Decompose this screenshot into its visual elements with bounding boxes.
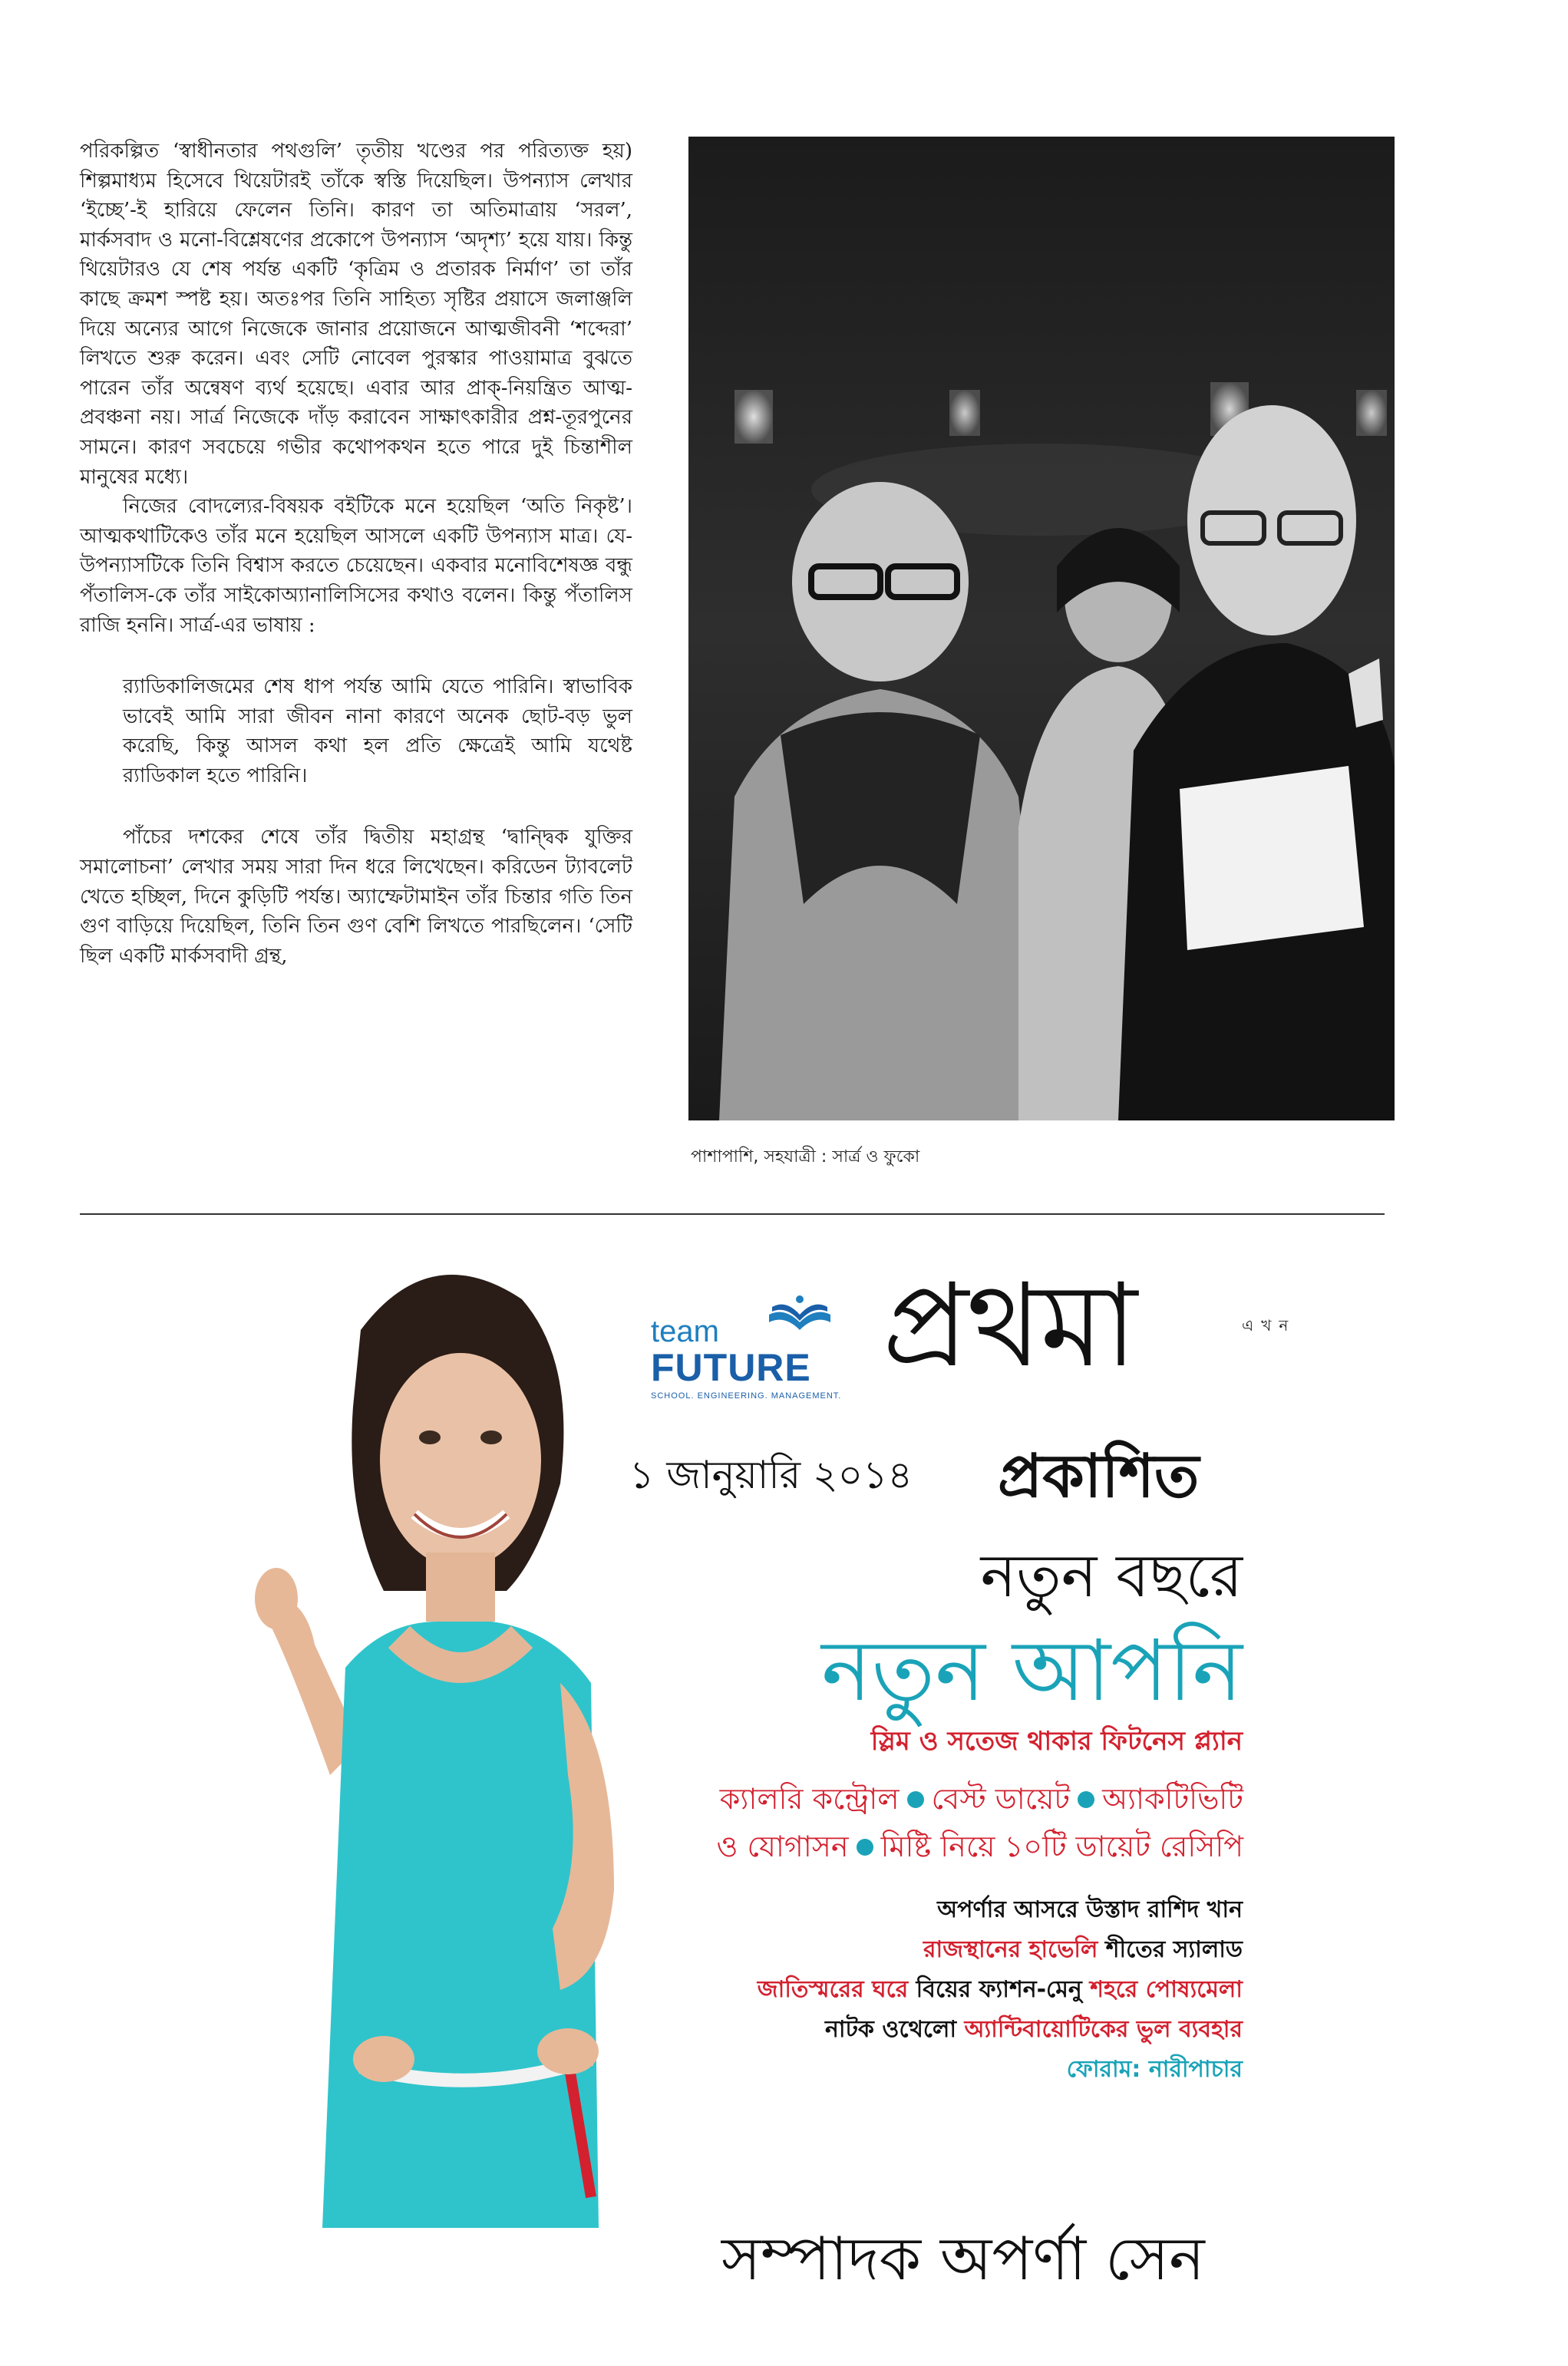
contents-line (758, 2010, 1243, 2050)
feature-item: বেস্ট ডায়েট (931, 1782, 1071, 1816)
article-paragraph: পরিকল্পিত ‘স্বাধীনতার পথগুলি’ তৃতীয় খণ্ডের পর পরিত্যক্ত হয়) শিল্পমাধ্যম হিসেবে থিয়েটারই তাঁকে স্বস্তি দিয়েছিল। উপন্যাস লেখার ‘ইচ্ছে’-ই হারিয়ে ফেলেন তিনি। কারণ তা অতিমাত্রায় ‘সরল’, মার্কসবাদ ও মনো-বিশ্লেষণের প্রকোপে উপন্যাস ‘অদৃশ্য’ হয়ে যায়। কিন্তু থিয়েটারও যে শেষ পর্যন্ত একটি ‘কৃত্রিম ও প্রতারক নির্মাণ’ তা তাঁর কাছে ক্রমশ স্পষ্ট হয়। অতঃপর তিনি সাহিত্য সৃষ্টির প্রয়াসে জলাঞ্জলি দিয়ে অন্যের আগে নিজেকে জানার প্রয়োজনে আত্মজীবনী ‘শব্দেরা’ লিখতে শুরু করেন। এবং সেটি নোবেল পুরস্কার পাওয়ামাত্র বুঝতে পারেন তাঁর অন্বেষণ ব্যর্থ হয়েছে। এবার আর প্রাক্‌-নিয়ন্ত্রিত আত্ম-প্রবঞ্চনা নয়। সার্ত্র নিজেকে দাঁড় করাবেন সাক্ষাৎকারীর প্রশ্ন-তূরপুনের সামনে। কারণ সবচেয়ে গভীর কথোপকথন হতে পারে দুই চিন্তাশীল মানুষের মধ্যে। (80, 140, 632, 489)
feature-line (675, 1823, 1243, 1870)
contents-line (758, 1890, 1243, 1930)
contents-text: শীতের স্যালাড (1098, 1936, 1243, 1963)
feature-item: মিষ্টি নিয়ে ১০টি ডায়েট রেসিপি (880, 1830, 1243, 1863)
contents-text: ফোরাম: নারীপাচার (1066, 2056, 1243, 2083)
article-paragraph: পাঁচের দশকের শেষে তাঁর দ্বিতীয় মহাগ্রন্থ ‘দ্বান্দ্বিক যুক্তির সমালোচনা’ লেখার সময় সারা দিন ধরে লিখেছেন। করিডেন ট্যাবলেট খেতে হচ্ছিল, দিনে কুড়িটি পর্যন্ত। অ্যাম্ফেটামাইন তাঁর চিন্তার গতি তিন গুণ বাড়িয়ে দিয়েছিল, তিনি তিন গুণ বেশি লিখতে পারছিলেন। ‘সেটি ছিল একটি মার্কসবাদী গ্রন্থ, (80, 826, 632, 968)
editor-credit: সম্পাদক অপর্ণা সেন (721, 2225, 1205, 2294)
headline-new-you: নতুন আপনি (821, 1622, 1243, 1720)
contents-line (758, 1930, 1243, 1970)
magazine-suffix: এখন (1242, 1316, 1296, 1335)
article-photo (688, 137, 1395, 1120)
contents-line (758, 2050, 1243, 2090)
contents-text: নাটক ওথেলো (824, 2016, 965, 2043)
article-column (80, 137, 632, 971)
magazine-advertisement (0, 1215, 1568, 2366)
bullet-icon (907, 1791, 924, 1808)
publication-date: ১ জানুয়ারি ২০১৪ (629, 1453, 913, 1497)
magazine-masthead (883, 1259, 1296, 1407)
contents-text: অপর্ণার আসরে উস্তাদ রাশিদ খান (937, 1896, 1243, 1923)
contents-text: বিয়ের ফ্যাশন-মেনু (908, 1976, 1091, 2003)
bullet-icon (857, 1839, 873, 1856)
feature-item: অ্যাকটিভিটি (1102, 1782, 1243, 1816)
photo-caption: পাশাপাশি, সহযাত্রী : সার্ত্র ও ফুকো (691, 1147, 920, 1167)
team-label: team (651, 1315, 719, 1348)
contents-text: শহরে পোষ্যমেলা (1090, 1976, 1243, 2003)
contents-text: অ্যান্টিবায়োটিকের ভুল ব্যবহার (964, 2016, 1243, 2043)
issue-contents (758, 1890, 1243, 2090)
future-subtitle: SCHOOL. ENGINEERING. MANAGEMENT. (651, 1391, 842, 1401)
ad-model-image (230, 1238, 629, 2228)
feature-list (675, 1775, 1243, 1870)
team-future-logo (646, 1284, 846, 1401)
contents-text: রাজস্থানের হাভেলি (923, 1936, 1098, 1963)
model-illustration (230, 1238, 629, 2228)
feature-item: ক্যালরি কন্ট্রোল (719, 1782, 900, 1816)
fitness-tagline: স্লিম ও সতেজ থাকার ফিটনেস প্ল্যান (870, 1726, 1243, 1757)
published-label: প্রকাশিত (998, 1442, 1200, 1511)
article-paragraph: নিজের বোদল্যের-বিষয়ক বইটিকে মনে হয়েছিল ‘অতি নিকৃষ্ট’। আত্মকথাটিকেও তাঁর মনে হয়েছিল আসলে একটি উপন্যাস মাত্র। যে-উপন্যাসটিকে তিনি বিশ্বাস করতে চেয়েছেন। একবার মনোবিশেষজ্ঞ বন্ধু পঁতালিস-কে তাঁর সাইকোঅ্যানালিসিসের কথাও বলেন। কিন্তু পঁতালিস রাজি হননি। সার্ত্র-এর ভাষায় : (80, 495, 632, 637)
headline-new-year: নতুন বছরে (980, 1542, 1243, 1611)
feature-line (675, 1775, 1243, 1823)
contents-text: জাতিস্মরের ঘরে (757, 1976, 909, 2003)
bullet-icon (1078, 1791, 1094, 1808)
future-label: FUTURE (651, 1346, 811, 1389)
photo-illustration (688, 137, 1395, 1120)
block-quote: র‍্যাডিকালিজমের শেষ ধাপ পর্যন্ত আমি যেতে পারিনি। স্বাভাবিক ভাবেই আমি সারা জীবন নানা কারণে অনেক ছোট-বড় ভুল করেছি, কিন্তু আসল কথা হল প্রতি ক্ষেত্রেই আমি যথেষ্ট র‍্যাডিকাল হতে পারিনি। (123, 675, 632, 787)
feature-item: ও যোগাসন (716, 1830, 849, 1863)
magazine-name: প্রথমা (883, 1259, 1136, 1393)
book-icon (769, 1292, 830, 1338)
publication-line (629, 1430, 1320, 1514)
contents-line (758, 1970, 1243, 2010)
